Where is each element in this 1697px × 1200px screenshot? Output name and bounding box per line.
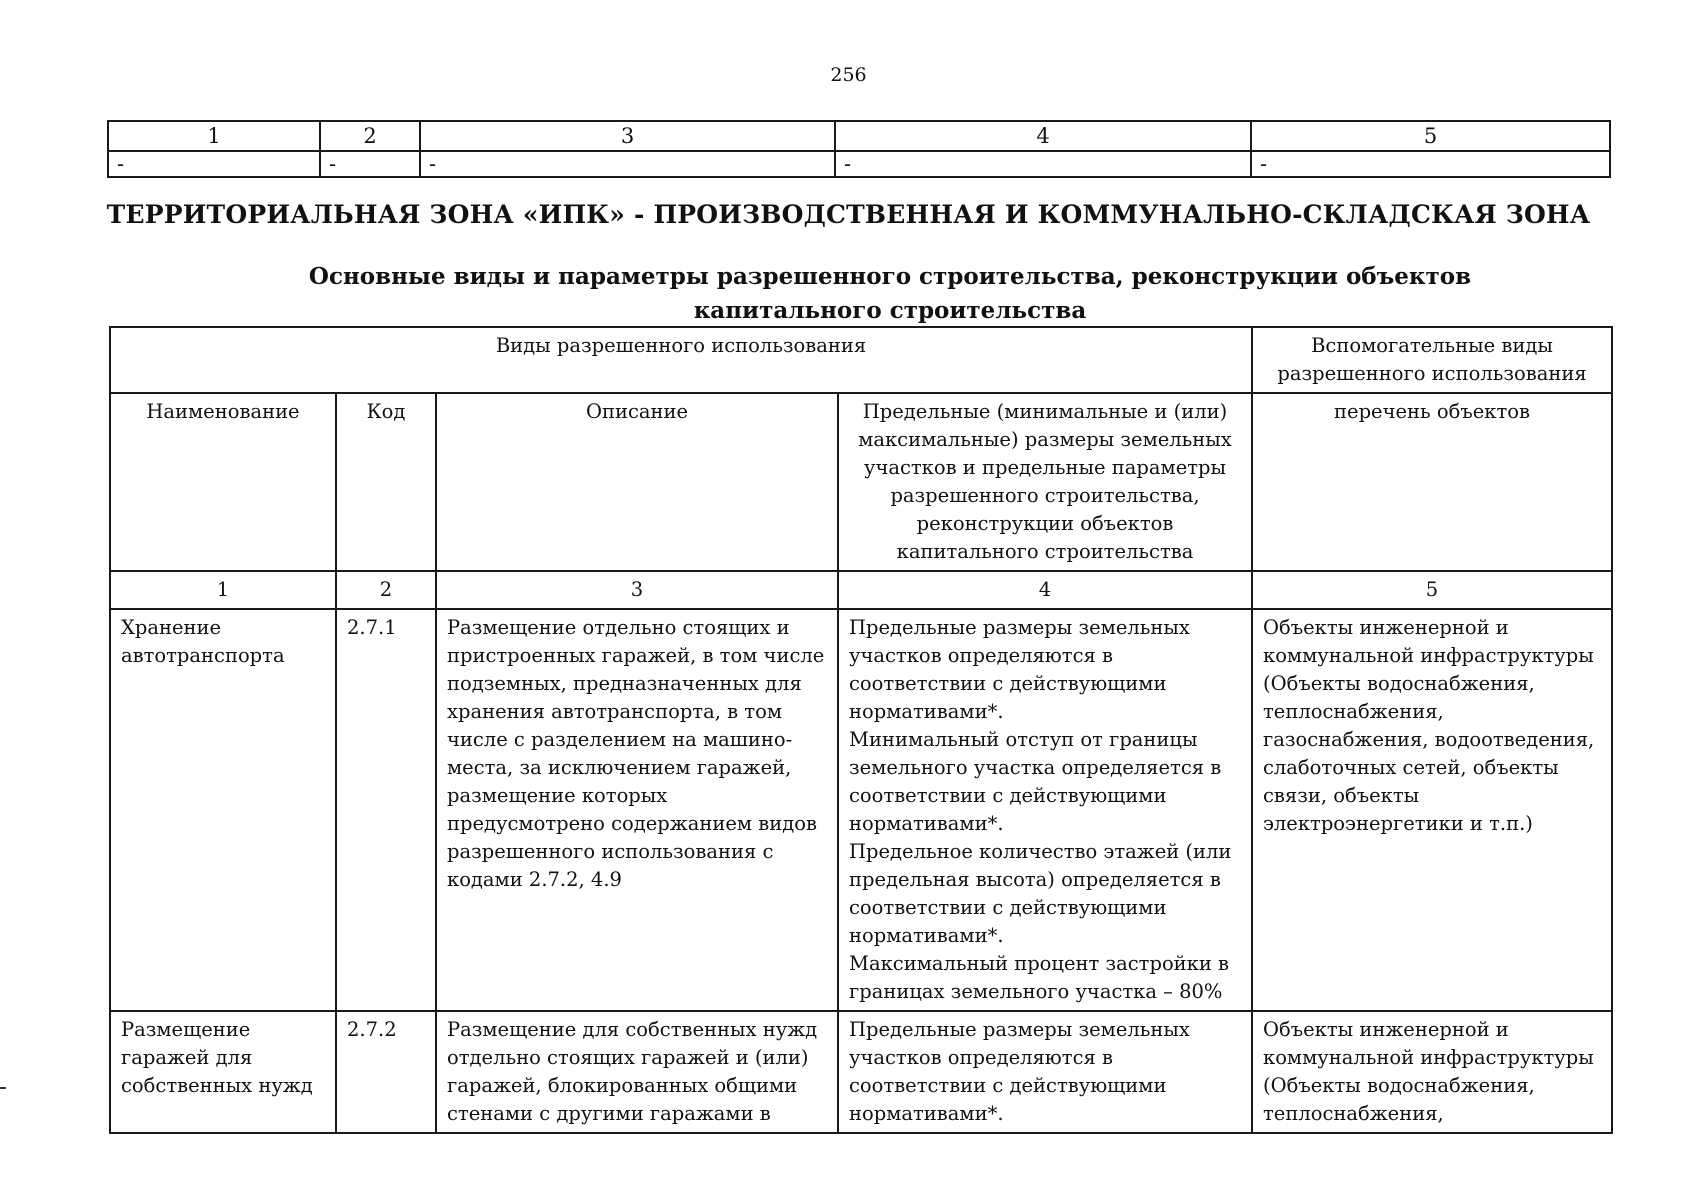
use-parameters: Предельные размеры земельных участков определяются в соответствии с действующими нормативами*. [849,1018,1190,1125]
continuation-header-cell: 2 [320,121,420,151]
column-number: 5 [1252,571,1612,609]
continuation-data-row [108,151,1610,177]
group-header-auxiliary: Вспомогательные виды разрешенного использования [1252,327,1612,393]
scan-edge-mark [0,1087,6,1089]
group-header-row [110,327,1612,393]
use-code-cell [336,1011,436,1133]
use-name-cell [110,1011,336,1133]
use-description: Размещение отдельно стоящих и пристроенных гаражей, в том числе подземных, предназначенных для хранения автотранспорта, в том числе с разделением на машино-места, за исключением гаражей, размещение которых предусмотрено содержанием видов разрешенного использования с кодами 2.7.2, 4.9 [436,609,838,1011]
continuation-cell: - [320,151,420,177]
section-subtitle: Основные виды и параметры разрешенного строительства, реконструкции объектов капитального строительства [308,263,1472,324]
group-header-main: Виды разрешенного использования [110,327,1252,393]
continuation-table [107,120,1611,178]
use-code: 2.7.1 [336,609,436,1011]
use-parameters: Предельные размеры земельных участков определяются в соответствии с действующими нормативами*. Минимальный отступ от границы земельного участка определяется в соответствии с действующими нормативами*. Предельное количество этажей (или предельная высота) определяется в соответствии с действующими нормативами*. Максимальный процент застройки в границах земельного участка – 80% [838,609,1252,1011]
continuation-header-cell: 3 [420,121,835,151]
table-row [110,609,1612,1011]
continuation-header-cell: 4 [835,121,1251,151]
use-description: Размещение для собственных нужд отдельно стоящих гаражей и (или) гаражей, блокированных общими стенами с другими гаражами в [447,1018,818,1125]
continuation-header-cell: 5 [1251,121,1610,151]
column-header-description: Описание [436,393,838,571]
continuation-header-row [108,121,1610,151]
column-header-parameters: Предельные (минимальные и (или) максимальные) размеры земельных участков и предельные параметры разрешенного строительства, реконструкции объектов капитального строительства [838,393,1252,571]
column-header-row [110,393,1612,571]
table-row [110,1011,1612,1133]
use-description-cell [436,1011,838,1133]
column-header-name: Наименование [110,393,336,571]
column-header-code: Код [336,393,436,571]
continuation-cell: - [1251,151,1610,177]
column-number: 1 [110,571,336,609]
page-number: 256 [830,64,867,86]
column-number: 2 [336,571,436,609]
continuation-header-cell: 1 [108,121,320,151]
column-number-row [110,571,1612,609]
zone-title: ТЕРРИТОРИАЛЬНАЯ ЗОНА «ИПК» - ПРОИЗВОДСТВЕННАЯ И КОММУНАЛЬНО-СКЛАДСКАЯ ЗОНА [106,200,1591,229]
column-number: 4 [838,571,1252,609]
use-name: Хранение автотранспорта [110,609,336,1011]
column-number: 3 [436,571,838,609]
continuation-cell: - [108,151,320,177]
auxiliary-objects: Объекты инженерной и коммунальной инфраструктуры (Объекты водоснабжения, теплоснабжения, газоснабжения, водоотведения, слаботочных сетей, объекты связи, объекты электроэнергетики и т.п.) [1252,609,1612,1011]
use-code: 2.7.2 [347,1018,397,1041]
continuation-cell: - [420,151,835,177]
continuation-cell: - [835,151,1251,177]
auxiliary-objects: Объекты инженерной и коммунальной инфраструктуры (Объекты водоснабжения, теплоснабжения, [1263,1018,1594,1125]
land-use-table [109,326,1613,1134]
auxiliary-objects-cell [1252,1011,1612,1133]
column-header-objects: перечень объектов [1252,393,1612,571]
use-parameters-cell [838,1011,1252,1133]
use-name: Размещение гаражей для собственных нужд [121,1018,313,1097]
